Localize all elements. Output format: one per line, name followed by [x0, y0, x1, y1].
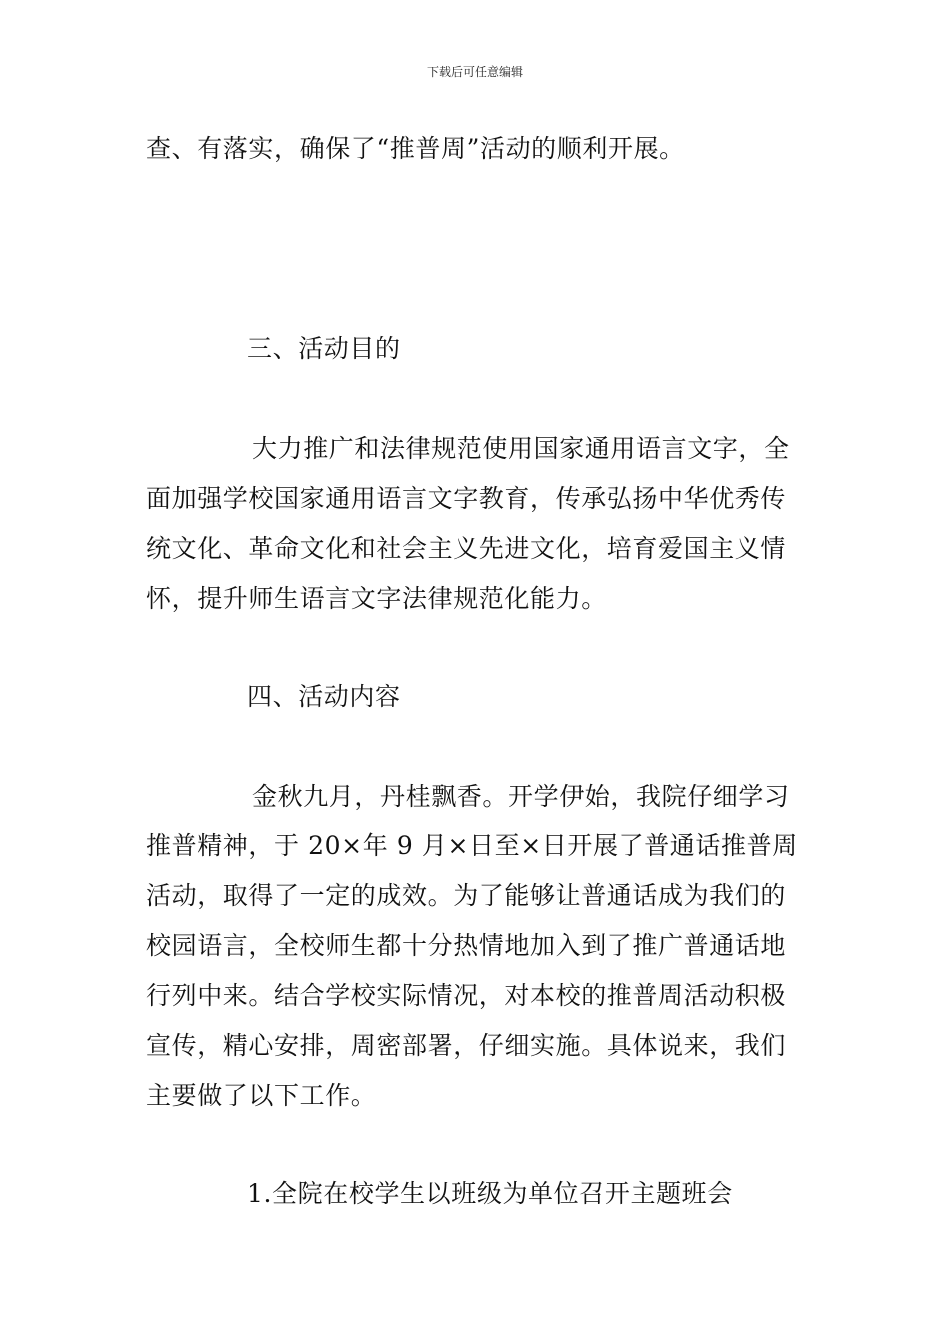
section-3-heading: 三、活动目的: [247, 334, 401, 363]
section-4-paragraph-line: 行列中来。结合学校实际情况，对本校的推普周活动积极: [146, 981, 787, 1010]
carry-over-line: 查、有落实，确保了“推普周”活动的顺利开展。: [146, 134, 685, 163]
section-4-heading: 四、活动内容: [247, 682, 401, 711]
section-4-paragraph-line: 宣传，精心安排，周密部署，仔细实施。具体说来，我们: [146, 1031, 787, 1060]
section-3-paragraph-line: 统文化、革命文化和社会主义先进文化，培育爱国主义情: [146, 534, 787, 563]
section-3-paragraph-line: 怀，提升师生语言文字法律规范化能力。: [146, 584, 607, 613]
section-3-paragraph-line: 面加强学校国家通用语言文字教育，传承弘扬中华优秀传: [146, 484, 787, 513]
section-4-paragraph-line: 推普精神，于 20×年 9 月×日至×日开展了普通话推普周: [146, 831, 798, 860]
item-1-heading: 1.全院在校学生以班级为单位召开主题班会: [247, 1179, 733, 1208]
section-3-paragraph-line: 大力推广和法律规范使用国家通用语言文字，全: [252, 434, 790, 463]
section-4-paragraph-line: 活动，取得了一定的成效。为了能够让普通话成为我们的: [146, 881, 787, 910]
section-4-paragraph-line: 校园语言，全校师生都十分热情地加入到了推广普通话地: [146, 931, 787, 960]
section-4-paragraph-line: 金秋九月，丹桂飘香。开学伊始，我院仔细学习: [252, 782, 790, 811]
section-4-paragraph-line: 主要做了以下工作。: [146, 1081, 377, 1110]
page-header: 下载后可任意编辑: [426, 65, 523, 79]
